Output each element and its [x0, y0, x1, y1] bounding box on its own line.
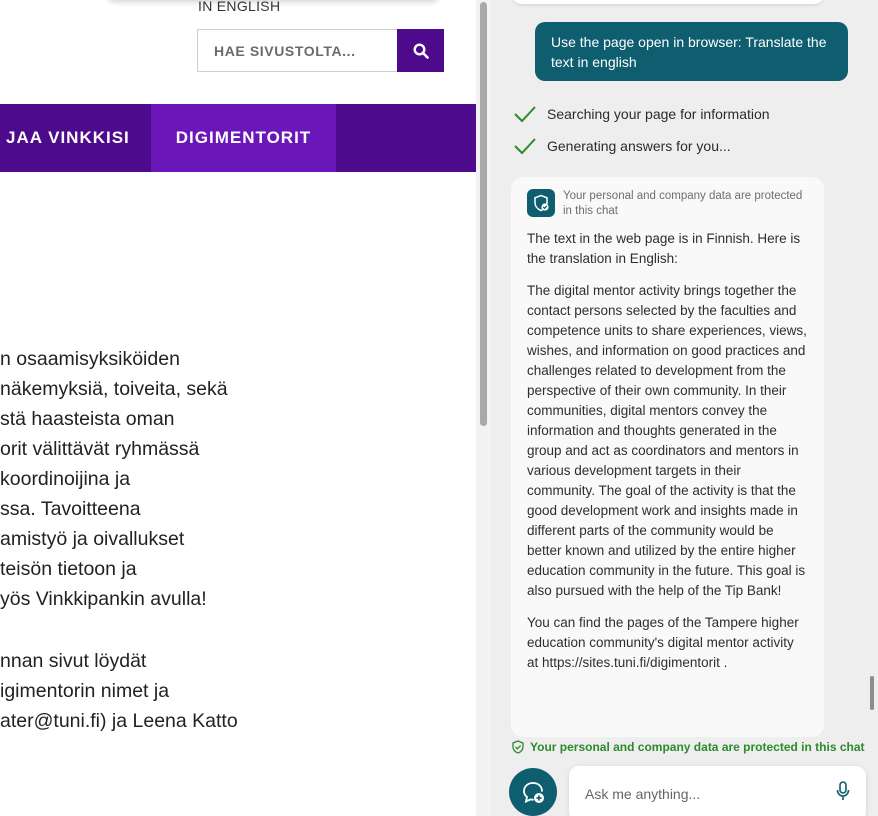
body-line: koordinoijina ja	[0, 468, 131, 490]
body-line: nnan sivut löydät	[0, 650, 147, 672]
body-line: näkemyksiä, toiveita, sekä	[0, 378, 228, 400]
shield-check-icon	[527, 189, 555, 217]
body-line: n osaamisyksiköiden	[0, 348, 180, 370]
assistant-answer-card	[511, 177, 824, 737]
privacy-footer-text: Your personal and company data are protected in this chat	[530, 740, 865, 754]
search-icon	[413, 43, 429, 59]
nav-item-jaa-vinkkisi[interactable]: JAA VINKKISI	[6, 128, 130, 147]
check-icon	[513, 104, 537, 124]
answer-paragraph: You can find the pages of the Tampere higher education community's digital mentor activity at https://sites.tuni.fi/digimentorit .	[527, 615, 799, 670]
answer-privacy-header	[527, 189, 808, 219]
nav-item-digimentorit[interactable]: DIGIMENTORIT	[151, 104, 336, 172]
answer-intro: The text in the web page is in Finnish. Here is the translation in English:	[527, 231, 801, 266]
answer-privacy-note: Your personal and company data are protected in this chat	[563, 190, 803, 217]
body-line: yös Vinkkipankin avulla!	[0, 588, 207, 610]
body-line: igimentorin nimet ja	[0, 680, 170, 702]
site-search	[197, 29, 444, 72]
body-line: teisön tietoon ja	[0, 558, 137, 580]
body-line: ater@tuni.fi) ja Leena Katto	[0, 710, 238, 732]
new-topic-button[interactable]	[509, 768, 557, 816]
language-link-english[interactable]: IN ENGLISH	[198, 0, 281, 14]
previous-message-card	[513, 0, 823, 4]
site-search-button[interactable]	[397, 29, 444, 72]
status-text: Searching your page for information	[547, 106, 770, 122]
chat-input-box	[569, 766, 866, 816]
page-scrollbar[interactable]	[476, 0, 491, 816]
page-body-text	[0, 344, 476, 736]
shield-check-icon	[511, 740, 525, 754]
user-message: Use the page open in browser: Translate the text in english	[535, 22, 848, 81]
answer-paragraph: The digital mentor activity brings together the contact persons selected by the faculties and competence units to share experiences, views, wishes, and information on good practices and challenges related to development from the perspective of their own community. In their communities, digital mentors convey the information and thoughts generated in the group and act as coordinators and mentors in various development targets in their community. The goal of the activity is that the good development work and insights made in different parts of the community would be better known and utilized by the entire higher education community in the future. This goal is also pursued with the help of the Tip Bank!	[527, 283, 807, 598]
body-line: orit välittävät ryhmässä	[0, 438, 200, 460]
status-searching	[513, 104, 770, 124]
chat-panel	[491, 0, 878, 816]
chat-scrollbar-thumb[interactable]	[870, 676, 874, 710]
body-line	[0, 614, 476, 646]
status-generating	[513, 136, 731, 156]
chat-input[interactable]	[583, 782, 827, 806]
body-line: stä haasteista oman	[0, 408, 175, 430]
body-line: amistyö ja oivallukset	[0, 528, 185, 550]
main-navigation	[0, 104, 476, 172]
chat-plus-icon	[519, 778, 547, 806]
site-search-input[interactable]	[197, 29, 397, 72]
microphone-icon[interactable]	[835, 780, 851, 802]
privacy-footer	[511, 740, 865, 754]
body-line: ssa. Tavoitteena	[0, 498, 141, 520]
check-icon	[513, 136, 537, 156]
status-text: Generating answers for you...	[547, 138, 731, 154]
page-scrollbar-thumb[interactable]	[480, 2, 487, 426]
